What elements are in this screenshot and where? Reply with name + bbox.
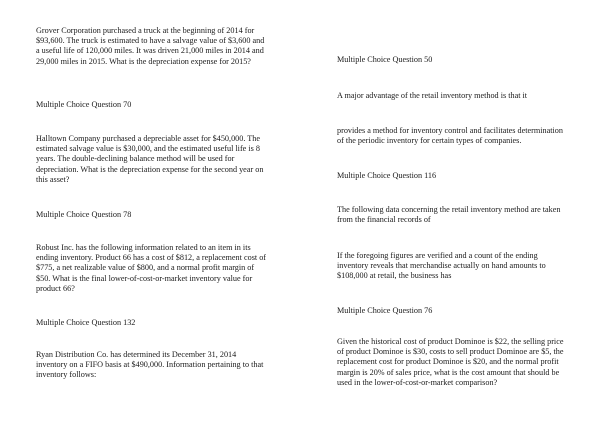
heading-question-132: Multiple Choice Question 132 [36, 318, 136, 327]
question-robust-inventory: Robust Inc. has the following information related to an item in its ending inventory. Product 66 has a cost of $812, a replacement cost of $775, a net realizable value of $800, and a normal profit margin of $50. What is the final lower-of-cost-or-market inventory value for product 66? [36, 243, 267, 293]
question-retail-data: The following data concerning the retail inventory method are taken from the financial records of [337, 205, 561, 225]
question-retail-advantage: A major advantage of the retail inventory method is that it [337, 91, 528, 100]
question-halltown-asset: Halltown Company purchased a depreciable asset for $450,000. The estimated salvage value is $30,000, and the estimated useful life is 8 years. The double-declining balance method will be used for depreciation. What is the depreciation expense for the second year on this asset? [36, 134, 264, 184]
question-foregoing-figures: If the foregoing figures are verified and a count of the ending inventory reveals that merchandise actually on hand amounts to $108,000 at retail, the business has [337, 251, 546, 281]
question-ryan-distribution: Ryan Distribution Co. has determined its December 31, 2014 inventory on a FIFO basis at $490,000. Information pertaining to that inventory follows: [36, 350, 264, 380]
heading-question-76: Multiple Choice Question 76 [337, 306, 433, 315]
heading-question-50: Multiple Choice Question 50 [337, 55, 433, 64]
question-grover-truck: Grover Corporation purchased a truck at the beginning of 2014 for $93,600. The truck is estimated to have a salvage value of $3,600 and a useful life of 120,000 miles. It was driven 21,000 miles in 2014 and 29,000 miles in 2015. What is the depreciation expense for 2015? [36, 26, 265, 66]
answer-retail-advantage: provides a method for inventory control and facilitates determination of the periodic inventory for certain types of companies. [337, 126, 563, 146]
heading-question-78: Multiple Choice Question 78 [36, 210, 132, 219]
heading-question-116: Multiple Choice Question 116 [337, 171, 437, 180]
heading-question-70: Multiple Choice Question 70 [36, 100, 132, 109]
question-dominoe-cost: Given the historical cost of product Dominoe is $22, the selling price of product Dominoe is $30, costs to sell product Dominoe are $5, the replacement cost for product Dominoe is $20, and the normal profit margin is 20% of sales price, what is the cost amount that should be used in the lower-of-cost-or-market comparison? [337, 337, 564, 387]
